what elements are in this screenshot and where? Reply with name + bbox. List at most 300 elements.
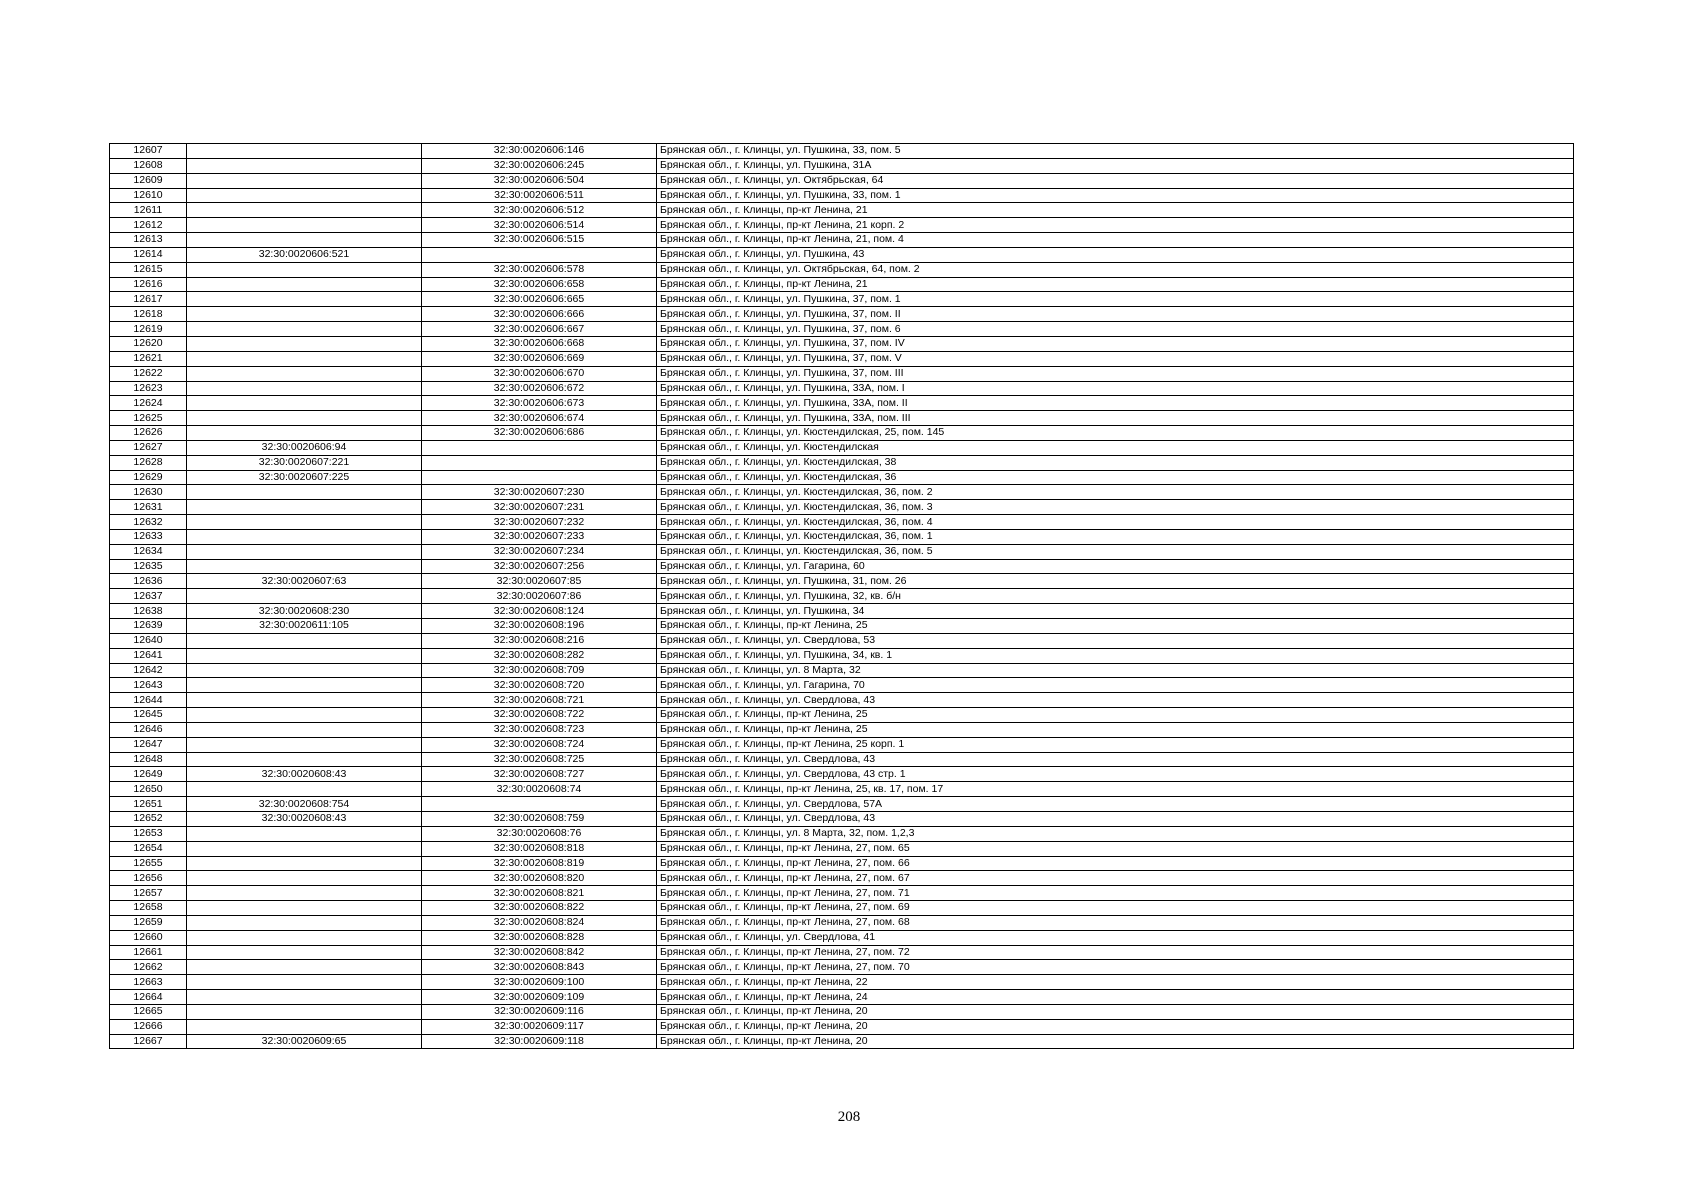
table-row: [110, 915, 1574, 930]
table-row: [110, 722, 1574, 737]
object-cadastral-number-cell: 32:30:0020606:245: [422, 158, 657, 173]
row-number-cell: 12644: [110, 693, 187, 708]
table-row: [110, 1019, 1574, 1034]
row-number-cell: 12611: [110, 203, 187, 218]
address-cell: Брянская обл., г. Клинцы, ул. Свердлова, 41: [657, 930, 1574, 945]
table-row: [110, 500, 1574, 515]
table-row: [110, 990, 1574, 1005]
cadastral-number-cell: [187, 678, 422, 693]
address-cell: Брянская обл., г. Клинцы, ул. Пушкина, 34, кв. 1: [657, 648, 1574, 663]
object-cadastral-number-cell: 32:30:0020608:74: [422, 782, 657, 797]
cadastral-number-cell: [187, 485, 422, 500]
object-cadastral-number-cell: 32:30:0020609:116: [422, 1004, 657, 1019]
row-number-cell: 12650: [110, 782, 187, 797]
object-cadastral-number-cell: 32:30:0020608:196: [422, 619, 657, 634]
table-row: [110, 322, 1574, 337]
object-cadastral-number-cell: 32:30:0020606:514: [422, 218, 657, 233]
row-number-cell: 12628: [110, 455, 187, 470]
address-cell: Брянская обл., г. Клинцы, пр-кт Ленина, 20: [657, 1004, 1574, 1019]
object-cadastral-number-cell: 32:30:0020608:282: [422, 648, 657, 663]
row-number-cell: 12629: [110, 470, 187, 485]
row-number-cell: 12661: [110, 945, 187, 960]
table-row: [110, 574, 1574, 589]
cadastral-number-cell: [187, 262, 422, 277]
address-cell: Брянская обл., г. Клинцы, ул. Кюстендилская, 38: [657, 455, 1574, 470]
object-cadastral-number-cell: 32:30:0020607:234: [422, 544, 657, 559]
table-row: [110, 144, 1574, 159]
table-row: [110, 737, 1574, 752]
cadastral-number-cell: [187, 915, 422, 930]
address-cell: Брянская обл., г. Клинцы, ул. Кюстендилская, 36, пом. 5: [657, 544, 1574, 559]
address-cell: Брянская обл., г. Клинцы, пр-кт Ленина, 20: [657, 1019, 1574, 1034]
cadastral-number-cell: [187, 856, 422, 871]
cadastral-number-cell: [187, 218, 422, 233]
table-row: [110, 811, 1574, 826]
object-cadastral-number-cell: 32:30:0020608:822: [422, 901, 657, 916]
cadastral-number-cell: 32:30:0020606:94: [187, 440, 422, 455]
cadastral-number-cell: [187, 960, 422, 975]
table-row: [110, 797, 1574, 812]
cadastral-number-cell: [187, 841, 422, 856]
row-number-cell: 12665: [110, 1004, 187, 1019]
object-cadastral-number-cell: 32:30:0020608:725: [422, 752, 657, 767]
table-row: [110, 841, 1574, 856]
cadastral-number-cell: [187, 515, 422, 530]
page-number: 208: [837, 1109, 861, 1125]
address-cell: Брянская обл., г. Клинцы, ул. Кюстендилская, 36, пом. 3: [657, 500, 1574, 515]
table-row: [110, 544, 1574, 559]
cadastral-number-cell: [187, 203, 422, 218]
object-cadastral-number-cell: 32:30:0020608:722: [422, 708, 657, 723]
cadastral-number-cell: [187, 990, 422, 1005]
row-number-cell: 12639: [110, 619, 187, 634]
address-cell: Брянская обл., г. Клинцы, ул. Кюстендилская, 36, пом. 4: [657, 515, 1574, 530]
table-row: [110, 1004, 1574, 1019]
object-cadastral-number-cell: 32:30:0020606:665: [422, 292, 657, 307]
table-row: [110, 455, 1574, 470]
object-cadastral-number-cell: 32:30:0020608:820: [422, 871, 657, 886]
row-number-cell: 12648: [110, 752, 187, 767]
address-cell: Брянская обл., г. Клинцы, пр-кт Ленина, 25: [657, 708, 1574, 723]
row-number-cell: 12626: [110, 426, 187, 441]
row-number-cell: 12662: [110, 960, 187, 975]
cadastral-number-cell: [187, 144, 422, 159]
address-cell: Брянская обл., г. Клинцы, пр-кт Ленина, 27, пом. 65: [657, 841, 1574, 856]
row-number-cell: 12635: [110, 559, 187, 574]
row-number-cell: 12664: [110, 990, 187, 1005]
cadastral-number-cell: 32:30:0020608:43: [187, 811, 422, 826]
cadastral-number-cell: [187, 1004, 422, 1019]
cadastral-number-cell: [187, 901, 422, 916]
address-cell: Брянская обл., г. Клинцы, пр-кт Ленина, 25: [657, 722, 1574, 737]
address-cell: Брянская обл., г. Клинцы, пр-кт Ленина, 21, пом. 4: [657, 233, 1574, 248]
row-number-cell: 12642: [110, 663, 187, 678]
cadastral-number-cell: [187, 782, 422, 797]
row-number-cell: 12654: [110, 841, 187, 856]
object-cadastral-number-cell: 32:30:0020607:231: [422, 500, 657, 515]
table-row: [110, 826, 1574, 841]
object-cadastral-number-cell: 32:30:0020607:86: [422, 589, 657, 604]
cadastral-number-cell: [187, 307, 422, 322]
row-number-cell: 12651: [110, 797, 187, 812]
row-number-cell: 12610: [110, 188, 187, 203]
row-number-cell: 12658: [110, 901, 187, 916]
object-cadastral-number-cell: 32:30:0020608:124: [422, 604, 657, 619]
cadastral-number-cell: [187, 945, 422, 960]
object-cadastral-number-cell: [422, 455, 657, 470]
cadastral-number-cell: 32:30:0020607:225: [187, 470, 422, 485]
address-cell: Брянская обл., г. Клинцы, пр-кт Ленина, 25, кв. 17, пом. 17: [657, 782, 1574, 797]
cadastral-number-cell: [187, 366, 422, 381]
row-number-cell: 12623: [110, 381, 187, 396]
cadastral-number-cell: [187, 589, 422, 604]
address-cell: Брянская обл., г. Клинцы, пр-кт Ленина, 25 корп. 1: [657, 737, 1574, 752]
address-cell: Брянская обл., г. Клинцы, ул. Пушкина, 31, пом. 26: [657, 574, 1574, 589]
table-row: [110, 930, 1574, 945]
table-row: [110, 440, 1574, 455]
address-cell: Брянская обл., г. Клинцы, пр-кт Ленина, 20: [657, 1034, 1574, 1049]
cadastral-number-cell: [187, 529, 422, 544]
row-number-cell: 12659: [110, 915, 187, 930]
table-row: [110, 396, 1574, 411]
cadastral-number-cell: 32:30:0020607:63: [187, 574, 422, 589]
cadastral-number-cell: [187, 381, 422, 396]
address-cell: Брянская обл., г. Клинцы, ул. Пушкина, 37, пом. IV: [657, 336, 1574, 351]
row-number-cell: 12643: [110, 678, 187, 693]
row-number-cell: 12615: [110, 262, 187, 277]
cadastral-number-cell: 32:30:0020608:43: [187, 767, 422, 782]
table-row: [110, 307, 1574, 322]
row-number-cell: 12614: [110, 247, 187, 262]
row-number-cell: 12646: [110, 722, 187, 737]
address-cell: Брянская обл., г. Клинцы, ул. Пушкина, 33А, пом. II: [657, 396, 1574, 411]
cadastral-number-cell: [187, 1019, 422, 1034]
table-row: [110, 1034, 1574, 1049]
cadastral-number-cell: [187, 544, 422, 559]
row-number-cell: 12633: [110, 529, 187, 544]
row-number-cell: 12607: [110, 144, 187, 159]
object-cadastral-number-cell: 32:30:0020608:824: [422, 915, 657, 930]
object-cadastral-number-cell: 32:30:0020606:670: [422, 366, 657, 381]
row-number-cell: 12621: [110, 351, 187, 366]
object-cadastral-number-cell: 32:30:0020606:658: [422, 277, 657, 292]
object-cadastral-number-cell: 32:30:0020606:515: [422, 233, 657, 248]
row-number-cell: 12656: [110, 871, 187, 886]
table-row: [110, 678, 1574, 693]
row-number-cell: 12655: [110, 856, 187, 871]
table-row: [110, 945, 1574, 960]
row-number-cell: 12620: [110, 336, 187, 351]
row-number-cell: 12634: [110, 544, 187, 559]
table-row: [110, 708, 1574, 723]
address-cell: Брянская обл., г. Клинцы, пр-кт Ленина, 27, пом. 66: [657, 856, 1574, 871]
cadastral-number-cell: [187, 173, 422, 188]
address-cell: Брянская обл., г. Клинцы, пр-кт Ленина, 27, пом. 69: [657, 901, 1574, 916]
table-row: [110, 411, 1574, 426]
table-row: [110, 336, 1574, 351]
row-number-cell: 12622: [110, 366, 187, 381]
row-number-cell: 12660: [110, 930, 187, 945]
table-row: [110, 559, 1574, 574]
cadastral-number-cell: [187, 188, 422, 203]
cadastral-number-cell: 32:30:0020611:105: [187, 619, 422, 634]
row-number-cell: 12632: [110, 515, 187, 530]
cadastral-number-cell: 32:30:0020608:230: [187, 604, 422, 619]
row-number-cell: 12663: [110, 975, 187, 990]
object-cadastral-number-cell: 32:30:0020608:216: [422, 633, 657, 648]
table-row: [110, 426, 1574, 441]
row-number-cell: 12618: [110, 307, 187, 322]
address-cell: Брянская обл., г. Клинцы, ул. Кюстендилская: [657, 440, 1574, 455]
address-cell: Брянская обл., г. Клинцы, ул. Пушкина, 33А, пом. I: [657, 381, 1574, 396]
table-row: [110, 292, 1574, 307]
cadastral-number-cell: 32:30:0020607:221: [187, 455, 422, 470]
table-row: [110, 485, 1574, 500]
object-cadastral-number-cell: [422, 797, 657, 812]
address-cell: Брянская обл., г. Клинцы, ул. 8 Марта, 32, пом. 1,2,3: [657, 826, 1574, 841]
cadastral-number-cell: [187, 633, 422, 648]
address-cell: Брянская обл., г. Клинцы, ул. Октябрьская, 64: [657, 173, 1574, 188]
cadastral-number-cell: [187, 292, 422, 307]
address-cell: Брянская обл., г. Клинцы, ул. Пушкина, 37, пом. 1: [657, 292, 1574, 307]
cadastral-number-cell: [187, 708, 422, 723]
object-cadastral-number-cell: 32:30:0020606:578: [422, 262, 657, 277]
row-number-cell: 12617: [110, 292, 187, 307]
address-cell: Брянская обл., г. Клинцы, пр-кт Ленина, 22: [657, 975, 1574, 990]
cadastral-number-cell: [187, 826, 422, 841]
object-cadastral-number-cell: 32:30:0020608:709: [422, 663, 657, 678]
cadastral-number-cell: [187, 336, 422, 351]
address-cell: Брянская обл., г. Клинцы, ул. 8 Марта, 32: [657, 663, 1574, 678]
address-cell: Брянская обл., г. Клинцы, ул. Октябрьская, 64, пом. 2: [657, 262, 1574, 277]
object-cadastral-number-cell: [422, 247, 657, 262]
address-cell: Брянская обл., г. Клинцы, ул. Кюстендилская, 36: [657, 470, 1574, 485]
address-cell: Брянская обл., г. Клинцы, пр-кт Ленина, 27, пом. 67: [657, 871, 1574, 886]
object-cadastral-number-cell: 32:30:0020608:759: [422, 811, 657, 826]
row-number-cell: 12666: [110, 1019, 187, 1034]
address-cell: Брянская обл., г. Клинцы, ул. Гагарина, 60: [657, 559, 1574, 574]
object-cadastral-number-cell: 32:30:0020606:673: [422, 396, 657, 411]
address-cell: Брянская обл., г. Клинцы, ул. Пушкина, 32, кв. б/н: [657, 589, 1574, 604]
row-number-cell: 12641: [110, 648, 187, 663]
table-row: [110, 203, 1574, 218]
address-cell: Брянская обл., г. Клинцы, ул. Пушкина, 37, пом. II: [657, 307, 1574, 322]
cadastral-number-cell: [187, 871, 422, 886]
table-row: [110, 856, 1574, 871]
address-cell: Брянская обл., г. Клинцы, ул. Пушкина, 43: [657, 247, 1574, 262]
table-row: [110, 604, 1574, 619]
table-row: [110, 529, 1574, 544]
address-cell: Брянская обл., г. Клинцы, ул. Пушкина, 37, пом. 6: [657, 322, 1574, 337]
table-row: [110, 663, 1574, 678]
address-cell: Брянская обл., г. Клинцы, ул. Гагарина, 70: [657, 678, 1574, 693]
row-number-cell: 12625: [110, 411, 187, 426]
address-cell: Брянская обл., г. Клинцы, пр-кт Ленина, 27, пом. 71: [657, 886, 1574, 901]
row-number-cell: 12657: [110, 886, 187, 901]
row-number-cell: 12653: [110, 826, 187, 841]
address-cell: Брянская обл., г. Клинцы, ул. Пушкина, 33А, пом. III: [657, 411, 1574, 426]
cadastral-number-cell: [187, 426, 422, 441]
cadastral-number-cell: [187, 158, 422, 173]
cadastral-number-cell: [187, 693, 422, 708]
object-cadastral-number-cell: 32:30:0020608:723: [422, 722, 657, 737]
row-number-cell: 12608: [110, 158, 187, 173]
row-number-cell: 12645: [110, 708, 187, 723]
row-number-cell: 12647: [110, 737, 187, 752]
cadastral-number-cell: [187, 559, 422, 574]
row-number-cell: 12612: [110, 218, 187, 233]
cadastral-number-cell: [187, 886, 422, 901]
cadastral-number-cell: [187, 648, 422, 663]
object-cadastral-number-cell: 32:30:0020606:686: [422, 426, 657, 441]
row-number-cell: 12624: [110, 396, 187, 411]
cadastral-number-cell: [187, 351, 422, 366]
object-cadastral-number-cell: 32:30:0020606:512: [422, 203, 657, 218]
address-cell: Брянская обл., г. Клинцы, ул. Кюстендилская, 36, пом. 2: [657, 485, 1574, 500]
registry-table-body: [110, 144, 1574, 1049]
address-cell: Брянская обл., г. Клинцы, ул. Свердлова, 43: [657, 811, 1574, 826]
object-cadastral-number-cell: 32:30:0020608:721: [422, 693, 657, 708]
row-number-cell: 12609: [110, 173, 187, 188]
object-cadastral-number-cell: 32:30:0020607:232: [422, 515, 657, 530]
address-cell: Брянская обл., г. Клинцы, ул. Пушкина, 37, пом. V: [657, 351, 1574, 366]
row-number-cell: 12649: [110, 767, 187, 782]
row-number-cell: 12637: [110, 589, 187, 604]
object-cadastral-number-cell: 32:30:0020606:511: [422, 188, 657, 203]
object-cadastral-number-cell: 32:30:0020609:109: [422, 990, 657, 1005]
cadastral-number-cell: [187, 737, 422, 752]
row-number-cell: 12616: [110, 277, 187, 292]
object-cadastral-number-cell: 32:30:0020608:76: [422, 826, 657, 841]
object-cadastral-number-cell: 32:30:0020608:843: [422, 960, 657, 975]
row-number-cell: 12613: [110, 233, 187, 248]
address-cell: Брянская обл., г. Клинцы, ул. Пушкина, 33, пом. 1: [657, 188, 1574, 203]
address-cell: Брянская обл., г. Клинцы, пр-кт Ленина, 24: [657, 990, 1574, 1005]
object-cadastral-number-cell: [422, 470, 657, 485]
table-row: [110, 188, 1574, 203]
address-cell: Брянская обл., г. Клинцы, ул. Свердлова, 53: [657, 633, 1574, 648]
address-cell: Брянская обл., г. Клинцы, пр-кт Ленина, 21: [657, 277, 1574, 292]
object-cadastral-number-cell: 32:30:0020609:118: [422, 1034, 657, 1049]
row-number-cell: 12630: [110, 485, 187, 500]
table-row: [110, 470, 1574, 485]
object-cadastral-number-cell: 32:30:0020607:256: [422, 559, 657, 574]
table-row: [110, 262, 1574, 277]
address-cell: Брянская обл., г. Клинцы, пр-кт Ленина, 27, пом. 72: [657, 945, 1574, 960]
object-cadastral-number-cell: 32:30:0020606:674: [422, 411, 657, 426]
address-cell: Брянская обл., г. Клинцы, ул. Свердлова, 57А: [657, 797, 1574, 812]
address-cell: Брянская обл., г. Клинцы, ул. Свердлова, 43: [657, 752, 1574, 767]
object-cadastral-number-cell: 32:30:0020606:146: [422, 144, 657, 159]
table-row: [110, 767, 1574, 782]
table-row: [110, 158, 1574, 173]
cadastral-number-cell: [187, 752, 422, 767]
cadastral-number-cell: [187, 663, 422, 678]
cadastral-number-cell: 32:30:0020606:521: [187, 247, 422, 262]
cadastral-number-cell: [187, 975, 422, 990]
table-row: [110, 782, 1574, 797]
cadastral-number-cell: [187, 322, 422, 337]
address-cell: Брянская обл., г. Клинцы, ул. Пушкина, 31А: [657, 158, 1574, 173]
object-cadastral-number-cell: 32:30:0020609:100: [422, 975, 657, 990]
address-cell: Брянская обл., г. Клинцы, ул. Пушкина, 33, пом. 5: [657, 144, 1574, 159]
row-number-cell: 12631: [110, 500, 187, 515]
object-cadastral-number-cell: 32:30:0020606:666: [422, 307, 657, 322]
table-row: [110, 351, 1574, 366]
cadastral-number-cell: [187, 930, 422, 945]
object-cadastral-number-cell: 32:30:0020608:720: [422, 678, 657, 693]
row-number-cell: 12652: [110, 811, 187, 826]
address-cell: Брянская обл., г. Клинцы, ул. Свердлова, 43 стр. 1: [657, 767, 1574, 782]
address-cell: Брянская обл., г. Клинцы, ул. Кюстендилская, 25, пом. 145: [657, 426, 1574, 441]
address-cell: Брянская обл., г. Клинцы, пр-кт Ленина, 21: [657, 203, 1574, 218]
object-cadastral-number-cell: 32:30:0020608:819: [422, 856, 657, 871]
address-cell: Брянская обл., г. Клинцы, ул. Пушкина, 34: [657, 604, 1574, 619]
object-cadastral-number-cell: 32:30:0020609:117: [422, 1019, 657, 1034]
object-cadastral-number-cell: 32:30:0020607:233: [422, 529, 657, 544]
row-number-cell: 12627: [110, 440, 187, 455]
registry-table: [109, 143, 1574, 1049]
address-cell: Брянская обл., г. Клинцы, пр-кт Ленина, 27, пом. 70: [657, 960, 1574, 975]
address-cell: Брянская обл., г. Клинцы, пр-кт Ленина, 25: [657, 619, 1574, 634]
object-cadastral-number-cell: 32:30:0020606:667: [422, 322, 657, 337]
object-cadastral-number-cell: 32:30:0020608:727: [422, 767, 657, 782]
table-row: [110, 633, 1574, 648]
object-cadastral-number-cell: 32:30:0020606:668: [422, 336, 657, 351]
cadastral-number-cell: [187, 411, 422, 426]
table-row: [110, 648, 1574, 663]
object-cadastral-number-cell: 32:30:0020608:842: [422, 945, 657, 960]
table-row: [110, 960, 1574, 975]
table-row: [110, 366, 1574, 381]
object-cadastral-number-cell: 32:30:0020606:669: [422, 351, 657, 366]
table-row: [110, 871, 1574, 886]
table-row: [110, 901, 1574, 916]
object-cadastral-number-cell: [422, 440, 657, 455]
object-cadastral-number-cell: 32:30:0020608:828: [422, 930, 657, 945]
table-row: [110, 886, 1574, 901]
table-row: [110, 173, 1574, 188]
table-row: [110, 693, 1574, 708]
object-cadastral-number-cell: 32:30:0020607:230: [422, 485, 657, 500]
table-row: [110, 381, 1574, 396]
address-cell: Брянская обл., г. Клинцы, пр-кт Ленина, 21 корп. 2: [657, 218, 1574, 233]
table-row: [110, 515, 1574, 530]
address-cell: Брянская обл., г. Клинцы, ул. Свердлова, 43: [657, 693, 1574, 708]
row-number-cell: 12619: [110, 322, 187, 337]
cadastral-number-cell: [187, 277, 422, 292]
object-cadastral-number-cell: 32:30:0020606:672: [422, 381, 657, 396]
cadastral-number-cell: [187, 500, 422, 515]
cadastral-number-cell: 32:30:0020608:754: [187, 797, 422, 812]
object-cadastral-number-cell: 32:30:0020608:821: [422, 886, 657, 901]
address-cell: Брянская обл., г. Клинцы, ул. Пушкина, 37, пом. III: [657, 366, 1574, 381]
cadastral-number-cell: 32:30:0020609:65: [187, 1034, 422, 1049]
table-row: [110, 752, 1574, 767]
object-cadastral-number-cell: 32:30:0020608:724: [422, 737, 657, 752]
table-row: [110, 277, 1574, 292]
table-row: [110, 975, 1574, 990]
table-row: [110, 619, 1574, 634]
row-number-cell: 12638: [110, 604, 187, 619]
row-number-cell: 12636: [110, 574, 187, 589]
row-number-cell: 12667: [110, 1034, 187, 1049]
cadastral-number-cell: [187, 233, 422, 248]
table-row: [110, 233, 1574, 248]
address-cell: Брянская обл., г. Клинцы, ул. Кюстендилская, 36, пом. 1: [657, 529, 1574, 544]
object-cadastral-number-cell: 32:30:0020607:85: [422, 574, 657, 589]
cadastral-number-cell: [187, 722, 422, 737]
